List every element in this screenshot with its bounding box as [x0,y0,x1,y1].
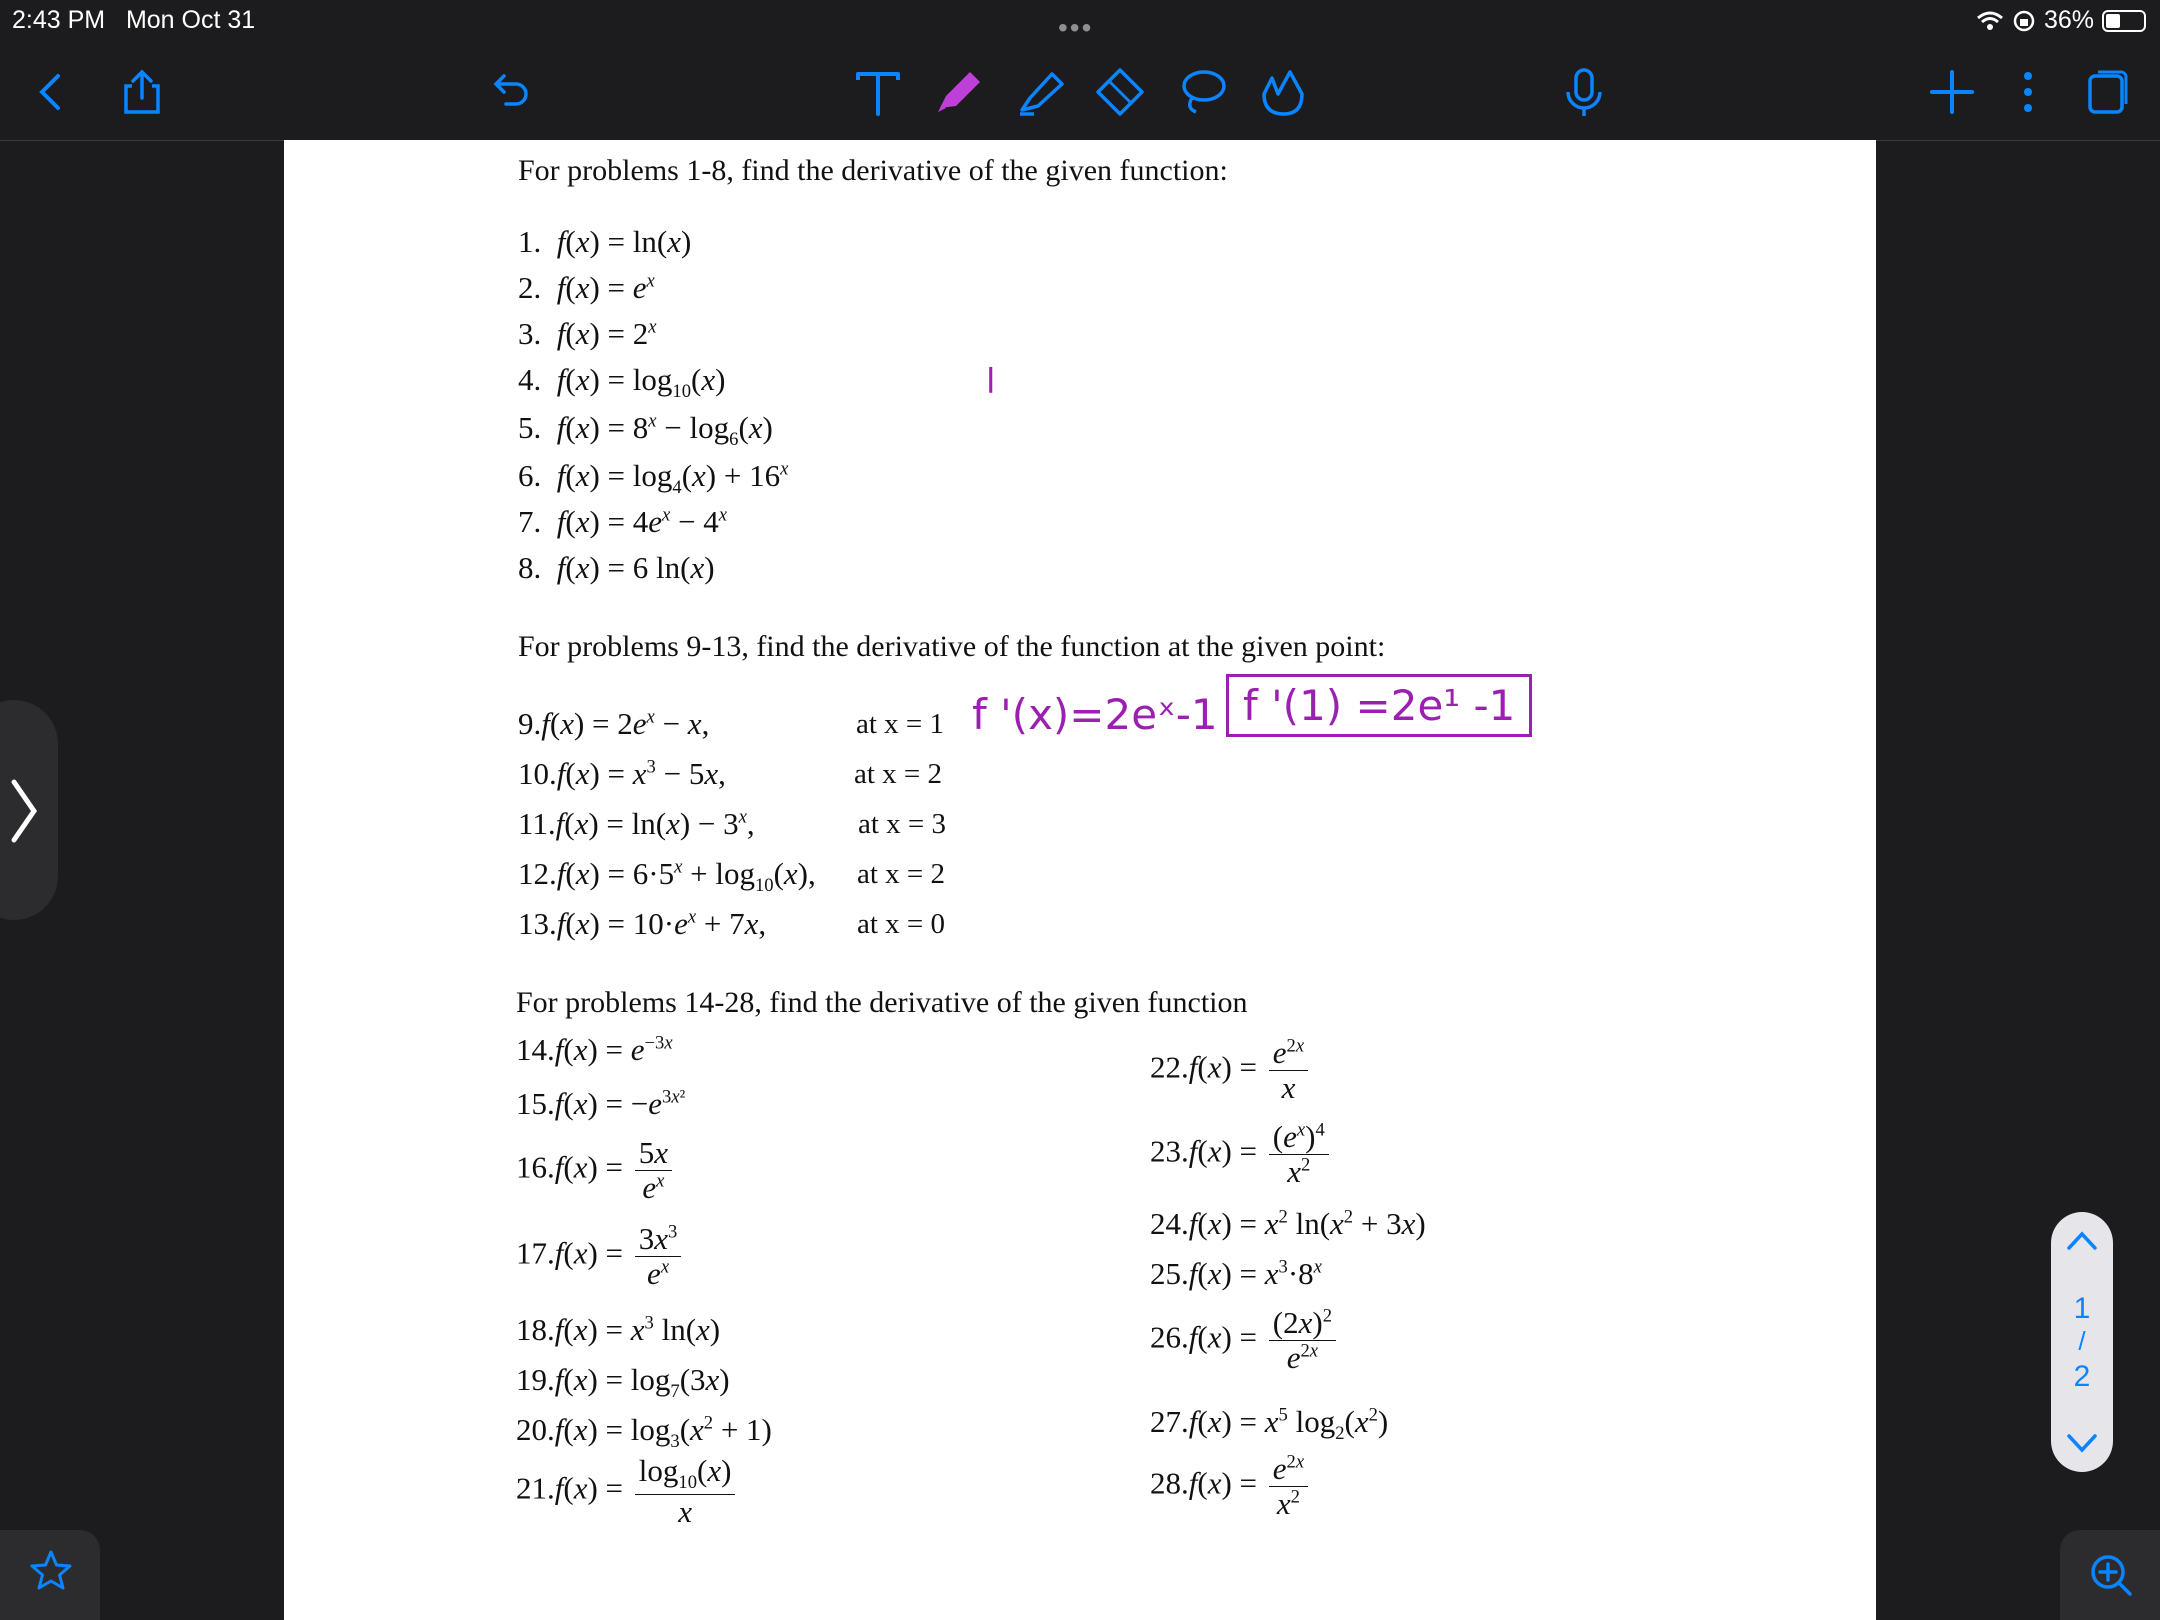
status-time: 2:43 PM Mon Oct 31 [12,6,256,34]
problem-17: 17.f(x) = $\frac{3x^3}{e^x}$ [516,1222,681,1291]
problem-4: 4. $f(x) = \log_{10}(x)$ [518,362,726,403]
problem-22: 22.f(x) = $\frac{e^{2x}}{x}$ [1150,1036,1308,1105]
problem-18: $18.f(x) = x^3$ ln(x) [516,1312,721,1347]
problem-13-point: at x = 0 [857,908,946,940]
chevron-up-icon[interactable] [2051,1226,2113,1254]
problem-21: 21.f(x) = $\frac{\log_{10}(x)}{x}$ [516,1454,735,1529]
share-icon[interactable] [110,60,174,124]
problem-2: 2. $f(x) = e^x$ [518,270,655,305]
problem-25: $25.f(x) = x^3\cdot 8^x$ [1150,1256,1322,1291]
favorite-button[interactable] [0,1530,100,1620]
problem-24: $24.f(x) = x^2$ $\ln(x^2 + 3x)$ [1150,1206,1426,1241]
toolbar [0,40,2160,141]
undo-icon[interactable] [478,60,542,124]
problem-27: $27.f(x) = x^5$ $\log_2(x^2)$ [1150,1404,1389,1445]
problem-28: 28.f(x) = $\frac{e^{2x}}{x^2}$ [1150,1452,1308,1521]
problem-11-point: at x = 3 [858,808,947,840]
handwritten-answer-box: f '(1) =2e¹ -1 [1226,674,1532,737]
problem-1: 1. f(x) = ln(x) [518,224,692,259]
problem-20: $20.f(x) = \log_3(x^2 + 1)$ [516,1412,772,1453]
problem-10-point: at x = 2 [854,758,943,790]
problem-15: $15.f(x) = -e^{3x^2}$ [516,1086,686,1121]
pages-icon[interactable] [2074,60,2138,124]
problem-16: 16.f(x) = $\frac{5x}{e^x}$ [516,1136,672,1205]
problem-6: 6. $f(x) = \log_4(x) + 16^x$ [518,458,789,499]
battery-icon [2102,10,2146,32]
add-icon[interactable] [1920,60,1984,124]
problem-3: 3. $f(x) = 2^x$ [518,316,657,351]
shapes-tool-icon[interactable] [1250,60,1314,124]
problem-11: $11.f(x) = \ln(x) - 3^x$, [518,806,755,841]
problem-7: 7. $f(x) = 4e^x - 4^x$ [518,504,728,539]
problem-19: $19.f(x) = \log_7(3x)$ [516,1362,730,1403]
problem-8: 8. f(x) = 6 ln(x) [518,550,715,585]
problem-5: 5. $f(x) = 8^x - \log_6(x)$ [518,410,773,451]
zoom-in-icon [2088,1552,2134,1598]
problem-9-point: at x = 1 [856,708,945,740]
chevron-down-icon[interactable] [2051,1430,2113,1458]
document-page[interactable] [284,140,1876,1620]
lasso-tool-icon[interactable] [1170,60,1234,124]
sidebar-toggle[interactable] [0,700,58,920]
multitasking-dots[interactable]: ••• [1058,12,1094,43]
wifi-icon [1976,10,2004,32]
handwritten-derivative: f '(x)=2eˣ-1 [972,690,1218,739]
status-bar [0,0,2160,43]
problem-12-point: at x = 2 [857,858,946,890]
pen-tool-icon[interactable] [926,60,990,124]
current-page: 1 [2073,1292,2091,1325]
page-navigator [2051,1212,2113,1472]
highlighter-tool-icon[interactable] [1008,60,1072,124]
text-tool-icon[interactable] [846,60,910,124]
problem-23: 23.f(x) = $\frac{(e^x)^4}{x^2}$ [1150,1120,1329,1189]
problem-10: $10.f(x) = x^3 - 5x$, [518,756,726,791]
eraser-tool-icon[interactable] [1088,60,1152,124]
handwritten-mark: l [986,362,996,402]
status-right [1976,6,2146,35]
total-pages: 2 [2073,1360,2091,1393]
microphone-icon[interactable] [1552,60,1616,124]
chevron-right-icon [10,778,40,844]
more-icon[interactable] [1996,60,2060,124]
section-3-heading: For problems 14-28, find the derivative of the given function [516,986,1248,1019]
zoom-button[interactable] [2060,1530,2160,1620]
problem-13: $13.f(x) = 10\cdot e^x + 7x$, [518,906,767,941]
problem-12: $12.f(x) = 6\cdot 5^x + \log_{10}(x)$, [518,856,816,897]
problem-26: 26.f(x) = $\frac{(2x)^2}{e^{2x}}$ [1150,1306,1336,1375]
back-chevron-icon[interactable] [20,60,84,124]
problem-9: $9.f(x) = 2e^x - x$, [518,706,710,741]
section-2-heading: For problems 9-13, find the derivative of the function at the given point: [518,630,1386,663]
star-icon [28,1548,74,1594]
section-1-heading: For problems 1-8, find the derivative of the given function: [518,154,1228,187]
page-separator: / [2078,1326,2086,1356]
orientation-lock-icon [2012,9,2036,33]
battery-percent: 36% [2043,6,2094,34]
problem-14: $14.f(x) = e^{-3x}$ [516,1032,673,1067]
